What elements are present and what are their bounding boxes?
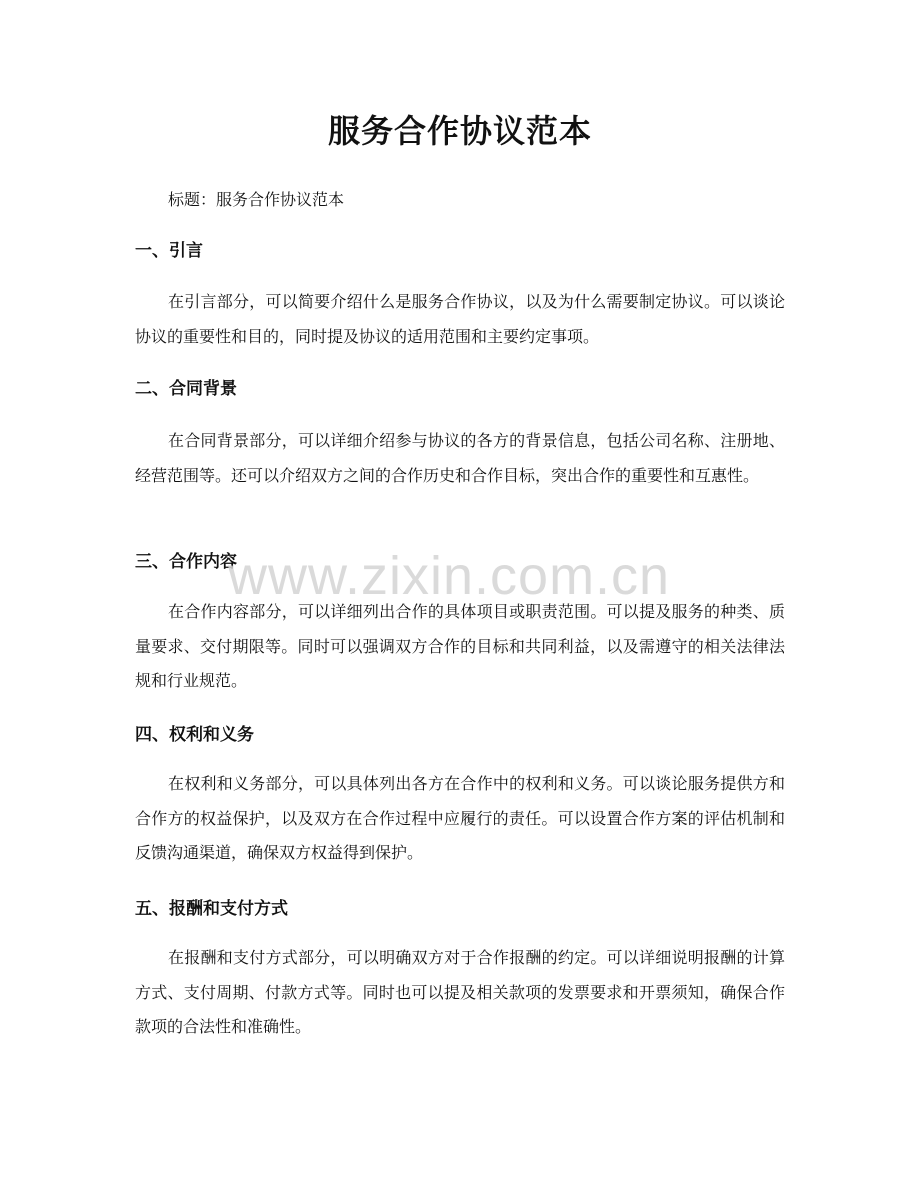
- section-heading-content: 三、合作内容: [135, 552, 237, 572]
- section-body-rights: 在权利和义务部分，可以具体列出各方在合作中的权利和义务。可以谈论服务提供方和合作方的权益保护，以及双方在合作过程中应履行的责任。可以设置合作方案的评估机制和反馈沟通渠道，确保双方权益得到保护。: [135, 774, 785, 862]
- watermark: www.zixin.com.cn: [228, 546, 671, 606]
- section-body-background: 在合同背景部分，可以详细介绍参与协议的各方的背景信息，包括公司名称、注册地、经营范围等。还可以介绍双方之间的合作历史和合作目标，突出合作的重要性和互惠性。: [135, 431, 785, 485]
- subtitle-line: 标题：服务合作协议范本: [168, 190, 345, 209]
- section-body-payment: 在报酬和支付方式部分，可以明确双方对于合作报酬的约定。可以详细说明报酬的计算方式、支付周期、付款方式等。同时也可以提及相关款项的发票要求和开票须知，确保合作款项的合法性和准确性。: [135, 948, 785, 1036]
- section-heading-background: 二、合同背景: [135, 379, 237, 399]
- page-title: 服务合作协议范本: [327, 112, 592, 150]
- section-heading-rights: 四、权利和义务: [135, 725, 254, 745]
- section-body-intro: 在引言部分，可以简要介绍什么是服务合作协议，以及为什么需要制定协议。可以谈论协议的重要性和目的，同时提及协议的适用范围和主要约定事项。: [135, 292, 785, 346]
- section-heading-intro: 一、引言: [135, 241, 203, 261]
- section-heading-payment: 五、报酬和支付方式: [135, 899, 288, 919]
- section-body-content: 在合作内容部分，可以详细列出合作的具体项目或职责范围。可以提及服务的种类、质量要求、交付期限等。同时可以强调双方合作的目标和共同利益，以及需遵守的相关法律法规和行业规范。: [135, 602, 785, 690]
